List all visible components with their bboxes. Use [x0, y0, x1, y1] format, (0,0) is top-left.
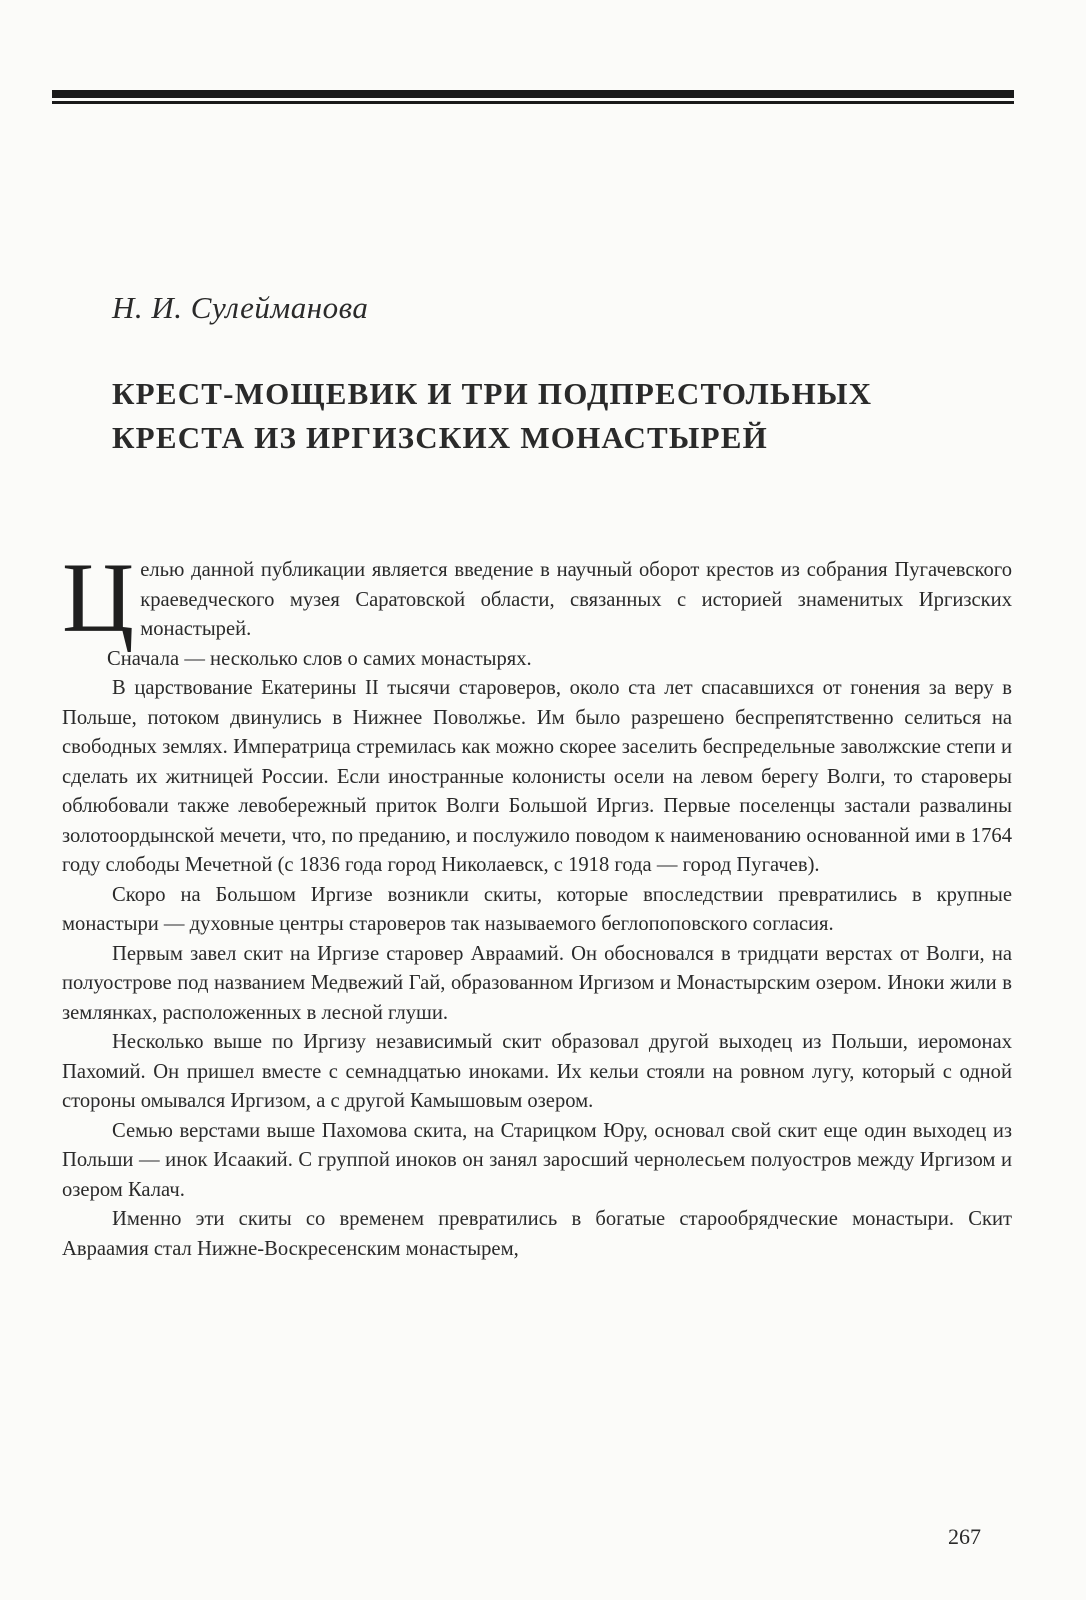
body-paragraph: В царствование Екатерины II тысячи староверов, около ста лет спасавшихся от гонения за веру в Польше, потоком двинулись в Нижнее Поволжье. Им было разрешено беспрепятственно селиться на свободных землях. Императрица стремилась как можно скорее заселить беспредельные заволжские степи и сделать их житницей России. Если иностранные колонисты осели на левом берегу Волги, то староверы облюбовали также левобережный приток Волги Большой Иргиз. Первые поселенцы застали развалины золотоордынской мечети, что, по преданию, и послужило поводом к наименованию основанной ими в 1764 году слободы Мечетной (с 1836 года город Николаевск, с 1918 года — город Пугачев).: [62, 677, 1012, 876]
body-paragraph: Сначала — несколько слов о самих монастырях.: [107, 647, 532, 670]
header-rule-thin: [52, 101, 1014, 104]
body-paragraph: Семью верстами выше Пахомова скита, на Старицком Юру, основал свой скит еще один выходец из Польши — инок Исаакий. С группой иноков он занял заросший чернолесьем полуостров между Иргизом и озером Калач.: [62, 1119, 1012, 1201]
body-paragraph: Скоро на Большом Иргизе возникли скиты, которые впоследствии превратились в крупные монастыри — духовные центры староверов так называемого беглопоповского согласия.: [62, 883, 1012, 935]
first-paragraph-block: [62, 542, 1012, 653]
header-rule-thick: [52, 90, 1014, 98]
body-paragraph: Именно эти скиты со временем превратились в богатые старообрядческие монастыри. Скит Авраамия стал Нижне-Воскресенским монастырем,: [62, 1208, 1012, 1260]
article-body: [62, 542, 1012, 1264]
title-line: КРЕСТА ИЗ ИРГИЗСКИХ МОНАСТЫРЕЙ: [112, 420, 768, 455]
title-line: КРЕСТ-МОЩЕВИК И ТРИ ПОДПРЕСТОЛЬНЫХ: [112, 376, 873, 411]
author-name: Н. И. Сулейманова: [112, 290, 369, 325]
article-title: [112, 372, 992, 460]
page-number: 267: [948, 1524, 981, 1549]
drop-cap: Ц: [62, 542, 135, 653]
first-paragraph: елью данной публикации является введение в научный оборот крестов из собрания Пугачевского краеведческого музея Саратовской области, связанных с историей знаменитых Иргизских монастырей.: [140, 559, 1012, 640]
body-paragraph: Несколько выше по Иргизу независимый скит образовал другой выходец из Польши, иеромонах Пахомий. Он пришел вместе с семнадцатью иноками. Их кельи стояли на ровном лугу, который с одной стороны омывался Иргизом, а с другой Камышовым озером.: [62, 1031, 1012, 1112]
body-paragraph: Первым завел скит на Иргизе старовер Авраамий. Он обосновался в тридцати верстах от Волги, на полуострове под названием Медвежий Гай, образованном Иргизом и Монастырским озером. Иноки жили в землянках, расположенных в лесной глуши.: [62, 942, 1012, 1024]
